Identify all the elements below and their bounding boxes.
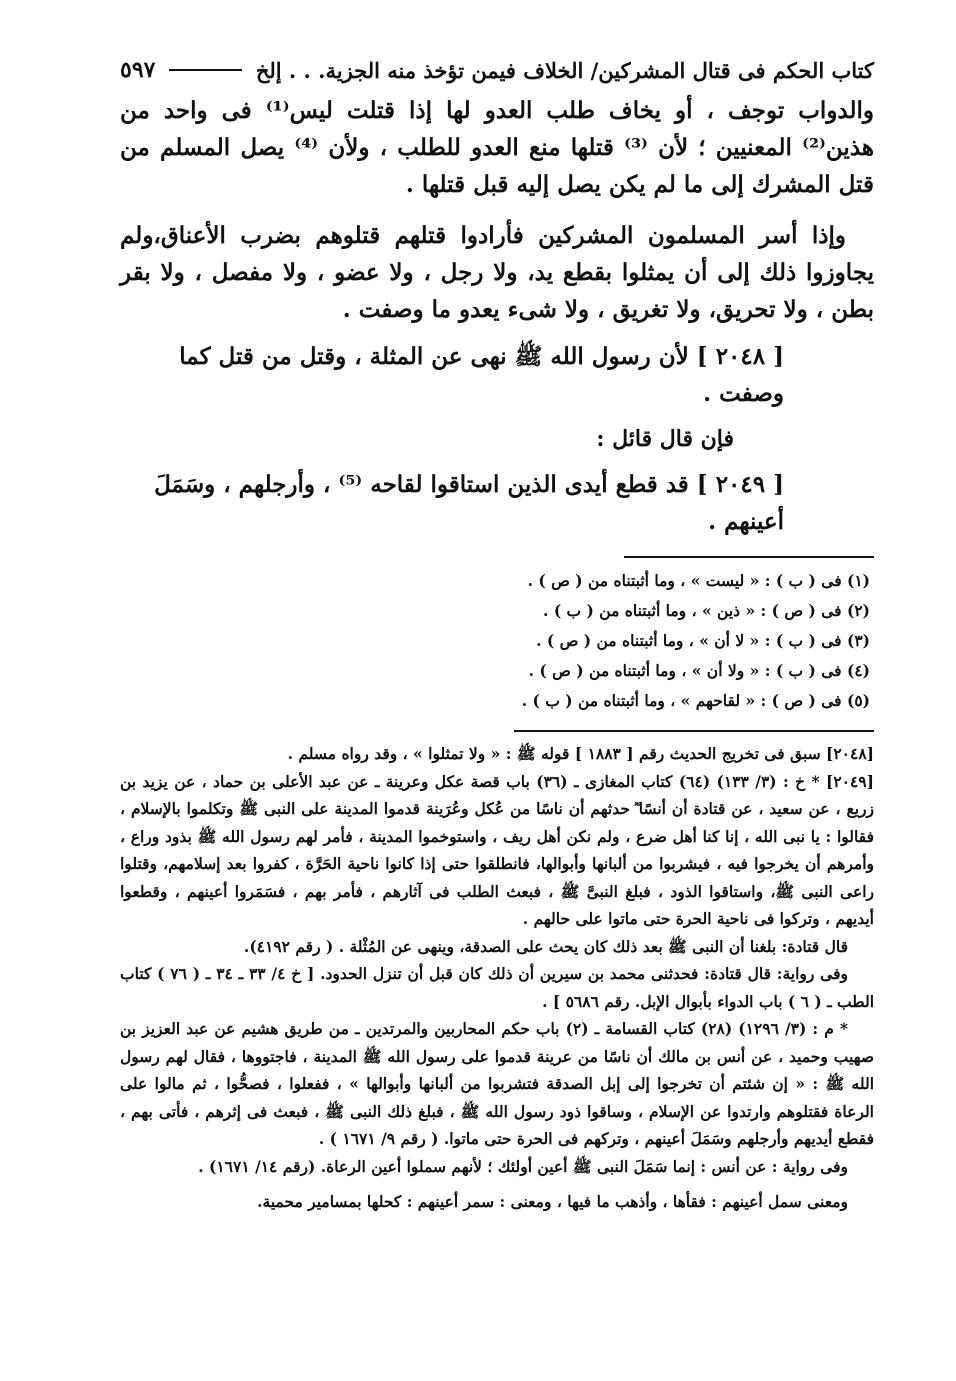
hadith-2048 — [120, 338, 874, 412]
running-header — [120, 50, 874, 90]
takhrij-2049-riwaya-anas: وفى رواية : عن أنس : إنما سَمَلَ النبى ﷺ أعين أولئك ؛ لأنهم سملوا أعين الرعاة. (رقم ١٤/ ١٦٧١) . — [198, 1156, 848, 1176]
meaning-note: ومعنى سمل أعينهم : فقأها ، وأذهب ما فيها ، ومعنى : سمر أعينهم : كحلها بمسامير محمية. — [257, 1192, 848, 1211]
footnote: (٣) فى ( ب ) : « لا أن » ، وما أثبتناه من ( ص ) . — [536, 631, 870, 650]
takhrij-2049-riwaya: وفى رواية: قال قتادة: فحدثنى محمد بن سيرين أن ذلك كان قبل أن تنزل الحدود. [ خ ٤/ ٣٣ ـ ٣٤ ـ ( ٧٦ ) كتاب الطب ـ ( ٦ ) باب الدواء بأبوال الإبل. رقم ٥٦٨٦ ] . — [120, 964, 874, 1011]
takhrij-divider — [514, 730, 874, 732]
takhrij-2048: [٢٠٤٨] سبق فى تخريج الحديث رقم [ ١٨٨٣ ] قوله ﷺ : « ولا تمثلوا » ، وقد رواه مسلم . — [287, 744, 874, 763]
hadith-text: قد قطع أيدى الذين استاقوا لقاحه ⁽⁵⁾ ، وأرجلهم ، وسَمَلَ أعينهم . — [154, 471, 784, 535]
paragraph-2: وإذا أسر المسلمون المشركين فأرادوا قتلهم قتلوهم بضرب الأعناق،ولم يجاوزوا ذلك إلى أن يمثلوا بقطع يد، ولا رجل ، ولا عضو ، ولا مفصل ، ولا بقر بطن ، ولا تحريق، ولا تغريق ، ولا شىء يعدو ما وصفت . — [120, 222, 874, 323]
paragraph-1: والدواب توجف ، أو يخاف طلب العدو لها إذا قتلت ليس⁽¹⁾ فى واحد من هذين⁽²⁾ المعنيين ؛ لأن ⁽³⁾ قتلها منع العدو للطلب ، ولأن ⁽⁴⁾ يصل المسلم من قتل المشرك إلى ما لم يكن يصل إليه قبل قتلها . — [120, 97, 875, 198]
hadith-text: لأن رسول الله ﷺ نهى عن المثلة ، وقتل من قتل كما وصفت . — [179, 343, 784, 407]
footnote: (٤) فى ( ب ) : « ولا أن » ، وما أثبتناه من ( ص ) . — [528, 661, 870, 680]
takhrij-section — [120, 740, 874, 1180]
footnote-divider — [624, 556, 874, 558]
footnote: (٢) فى ( ص ) : « ذين » ، وما أثبتناه من ( ب ) . — [543, 601, 870, 620]
footnotes — [120, 566, 874, 716]
hadith-number: [ ٢٠٤٨ ] — [696, 343, 784, 370]
header-title: كتاب الحكم فى قتال المشركين/ الخلاف فيمن تؤخذ منه الجزية. . . إلخ — [255, 57, 874, 83]
takhrij-2049-qatada: قال قتادة: بلغنا أن النبى ﷺ بعد ذلك كان يحث على الصدقة، وينهى عن المُثْلة . ( رقم ٤١٩٢). — [243, 936, 848, 956]
page-number: ٥٩٧ — [120, 57, 156, 83]
footnote: (١) فى ( ب ) : « ليست » ، وما أثبتناه من ( ص ) . — [527, 571, 870, 590]
hadith-2049 — [120, 466, 874, 540]
hadith-number: [ ٢٠٤٩ ] — [696, 471, 784, 498]
objection-intro: فإن قال قائل : — [596, 426, 734, 452]
takhrij-2049-bukhari: [٢٠٤٩] * خ : (٣/ ١٣٣) (٦٤) كتاب المغازى ـ (٣٦) باب قصة عكل وعرينة ـ عن عبد الأعلى بن حماد ، عن يزيد بن زريع ، عن سعيد ، عن قتادة أن أنسًا ؓ حدثهم أن ناسًا من عُكل وعُرَينة قدموا المدينة على النبى ﷺ وتكلموا بالإسلام ، فقالوا : يا نبى الله ، إنا كنا أهل ضرع ، ولم نكن أهل ريف ، واستوخموا المدينة ، فأمر لهم رسول الله ﷺ بذود وراع ، وأمرهم أن يخرجوا فيه ، فيشربوا من ألبانها وأبوالها، فانطلقوا حتى إذا كانوا ناحية الحَرَّة ، كفروا بعد إسلامهم، وقتلوا راعى النبى ﷺ، واستاقوا الذود ، فبلغ النبىَّ ﷺ ، فبعث الطلب فى آثارهم ، فأمر بهم ، فسَمَروا أعينهم ، وقطعوا أيديهم ، وتركوا فى ناحية الحرة حتى ماتوا على حالهم . — [120, 771, 874, 928]
takhrij-2049-muslim: * م : (٣/ ١٢٩٦) (٢٨) كتاب القسامة ـ (٢) باب حكم المحاربين والمرتدين ـ من طريق هشيم عن عبد العزيز بن صهيب وحميد ، عن أنس بن مالك أن ناسًا من عرينة قدموا على رسول الله ﷺ المدينة ، فاجتووها ، فقال لهم رسول الله ﷺ : « إن شئتم أن تخرجوا إلى إبل الصدقة فتشربوا من ألبانها وأبوالها » ، ففعلوا ، فصحُّوا ، ثم مالوا على الرعاة فقتلوهم وارتدوا عن الإسلام ، وساقوا ذود رسول الله ﷺ ، فبلغ ذلك النبى ﷺ ، فبعث فى إثرهم ، فأتى بهم ، فقطع أيديهم وأرجلهم وسَمَلَ أعينهم ، وتركهم فى الحرة حتى ماتوا. ( رقم ٩/ ١٦٧١ ) . — [120, 1019, 874, 1148]
header-rule — [169, 69, 241, 71]
footnote: (٥) فى ( ص ) : « لقاحهم » ، وما أثبتناه من ( ب ) . — [521, 691, 870, 710]
